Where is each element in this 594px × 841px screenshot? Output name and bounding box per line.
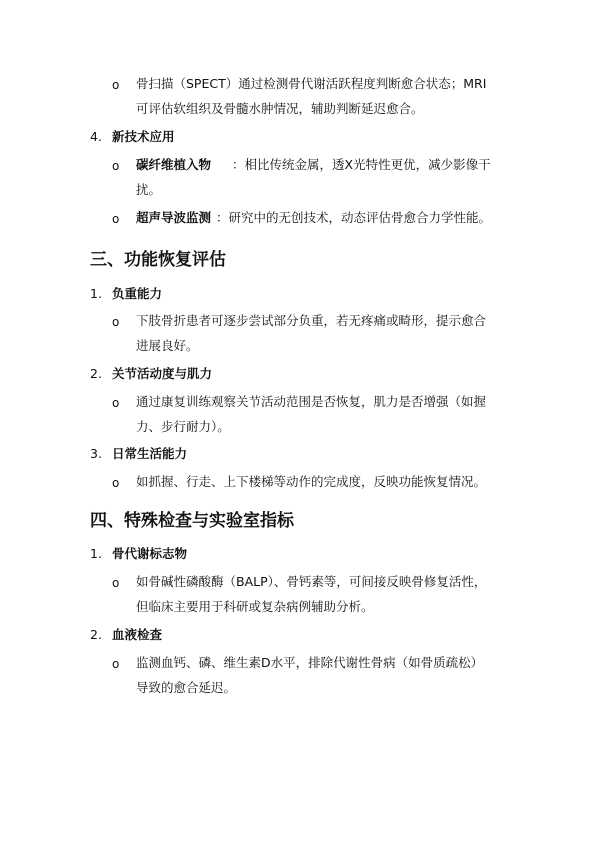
list-item-title: 关节活动度与肌力 [112,366,213,381]
list-number: 4. [90,129,102,144]
list-item-title: 血液检查 [112,627,163,642]
bullet-marker: o [112,159,120,173]
list-item-title: 新技术应用 [112,129,175,144]
bullet-text-cont: 进展良好。 [136,338,199,353]
bullet-marker: o [112,476,120,490]
bullet-text-cont: 力、步行耐力）。 [136,419,230,434]
list-item-title: 负重能力 [112,286,163,301]
bullet-marker: o [112,212,120,226]
bullet-marker: o [112,576,120,590]
bullet-label: 超声导波监测 [136,210,212,225]
bullet-text: ：研究中的无创技术，动态评估骨愈合力学性能。 [216,210,492,225]
list-number: 1. [90,286,102,301]
list-item-title: 骨代谢标志物 [112,546,188,561]
list-number: 2. [90,366,102,381]
bullet-text: 通过康复训练观察关节活动范围是否恢复，肌力是否增强（如握 [136,394,487,409]
list-number: 2. [90,627,102,642]
list-item-title: 日常生活能力 [112,446,188,461]
bullet-text: ：相比传统金属，透X光特性更优，减少影像干 [232,157,491,172]
bullet-marker: o [112,315,120,329]
bullet-marker: o [112,657,120,671]
bullet-text: 如骨碱性磷酸酶（BALP）、骨钙素等，可间接反映骨修复活性， [136,574,487,589]
bullet-text: 如抓握、行走、上下楼梯等动作的完成度，反映功能恢复情况。 [136,474,487,489]
bullet-text-cont: 扰。 [136,182,162,197]
list-number: 3. [90,446,102,461]
section-heading: 三、功能恢复评估 [90,250,226,270]
bullet-text: 监测血钙、磷、维生素D水平，排除代谢性骨病（如骨质疏松） [136,655,484,670]
bullet-text-cont: 导致的愈合延迟。 [136,680,237,695]
bullet-text: 骨扫描（SPECT）通过检测骨代谢活跃程度判断愈合状态；MRI [136,76,487,91]
bullet-text-cont: 但临床主要用于科研或复杂病例辅助分析。 [136,599,374,614]
bullet-text-cont: 可评估软组织及骨髓水肿情况，辅助判断延迟愈合。 [136,101,424,116]
list-number: 1. [90,546,102,561]
bullet-marker: o [112,396,120,410]
bullet-label: 碳纤维植入物 [136,157,212,172]
bullet-text: 下肢骨折患者可逐步尝试部分负重，若无疼痛或畸形，提示愈合 [136,313,487,328]
section-heading: 四、特殊检查与实验室指标 [90,511,294,531]
bullet-marker: o [112,78,120,92]
